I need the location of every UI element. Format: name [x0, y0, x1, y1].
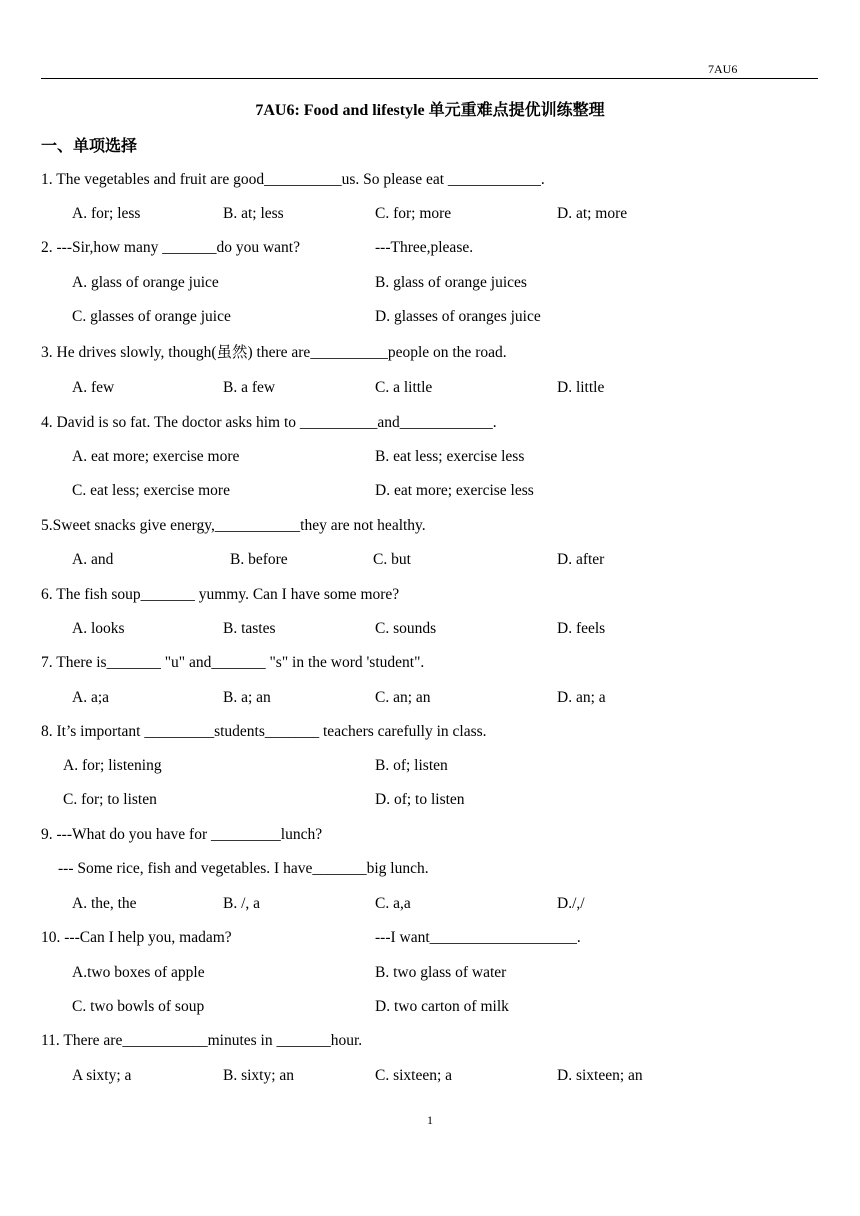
option-b: B. two glass of water: [375, 964, 507, 981]
option-c: C. but: [373, 551, 411, 568]
question-stem: 5.Sweet snacks give energy,___________they are not healthy.: [41, 517, 426, 534]
option-c: C. a,a: [375, 895, 411, 912]
section-heading: 一、单项选择: [41, 138, 138, 155]
option-b: B. tastes: [223, 620, 276, 637]
option-a: A. looks: [72, 620, 125, 637]
option-d: D. little: [557, 379, 605, 396]
option-a: A. a;a: [72, 689, 110, 706]
question-stem: 4. David is so fat. The doctor asks him to __________and____________.: [41, 414, 497, 431]
option-d: D. eat more; exercise less: [375, 482, 534, 499]
option-b: B. at; less: [223, 205, 284, 222]
option-b: B. a; an: [223, 689, 271, 706]
option-a: A. glass of orange juice: [72, 274, 219, 291]
option-c: C. for; to listen: [63, 791, 157, 808]
option-d: D. glasses of oranges juice: [375, 308, 541, 325]
option-d: D. at; more: [557, 205, 628, 222]
option-b: B. a few: [223, 379, 276, 396]
option-b: B. eat less; exercise less: [375, 448, 525, 465]
option-c: C. an; an: [375, 689, 431, 706]
header-rule: [41, 78, 818, 79]
question-stem-continued: --- Some rice, fish and vegetables. I have_______big lunch.: [58, 860, 429, 877]
option-a: A. eat more; exercise more: [72, 448, 240, 465]
question-stem: 11. There are___________minutes in _______hour.: [41, 1032, 363, 1049]
option-d: D./,/: [557, 895, 585, 912]
question-stem: 9. ---What do you have for _________lunch?: [41, 826, 323, 843]
question-stem: 3. He drives slowly, though(虽然) there are__________people on the road.: [41, 344, 507, 361]
option-a: A. for; listening: [63, 757, 162, 774]
option-b: B. before: [230, 551, 288, 568]
page-header-label: 7AU6: [708, 62, 738, 76]
option-b: B. of; listen: [375, 757, 448, 774]
option-c: C. for; more: [375, 205, 452, 222]
option-a: A sixty; a: [72, 1067, 132, 1084]
option-d: D. sixteen; an: [557, 1067, 643, 1084]
option-b: B. glass of orange juices: [375, 274, 527, 291]
page-number: 1: [427, 1113, 433, 1127]
option-b: B. sixty; an: [223, 1067, 295, 1084]
option-a: A. for; less: [72, 205, 141, 222]
question-stem: 6. The fish soup_______ yummy. Can I have some more?: [41, 586, 400, 603]
question-stem: 7. There is_______ "u" and_______ "s" in the word 'student".: [41, 654, 425, 671]
option-a: A.two boxes of apple: [72, 964, 205, 981]
option-c: C. two bowls of soup: [72, 998, 205, 1015]
option-d: D. of; to listen: [375, 791, 465, 808]
option-c: C. eat less; exercise more: [72, 482, 230, 499]
option-d: D. two carton of milk: [375, 998, 509, 1015]
question-stem: 1. The vegetables and fruit are good__________us. So please eat ____________.: [41, 171, 545, 188]
question-stem: 10. ---Can I help you, madam?: [41, 929, 232, 946]
option-a: A. the, the: [72, 895, 137, 912]
question-stem: 8. It’s important _________students_______ teachers carefully in class.: [41, 723, 487, 740]
option-d: D. after: [557, 551, 605, 568]
option-d: D. an; a: [557, 689, 606, 706]
document-title: 7AU6: Food and lifestyle 单元重难点提优训练整理: [255, 102, 605, 119]
option-b: B. /, a: [223, 895, 261, 912]
option-c: C. glasses of orange juice: [72, 308, 231, 325]
option-a: A. and: [72, 551, 114, 568]
question-reply: ---Three,please.: [375, 239, 474, 256]
option-c: C. sounds: [375, 620, 437, 637]
option-c: C. sixteen; a: [375, 1067, 453, 1084]
option-d: D. feels: [557, 620, 606, 637]
question-reply: ---I want___________________.: [375, 929, 581, 946]
option-a: A. few: [72, 379, 115, 396]
question-stem: 2. ---Sir,how many _______do you want?: [41, 239, 300, 256]
option-c: C. a little: [375, 379, 433, 396]
